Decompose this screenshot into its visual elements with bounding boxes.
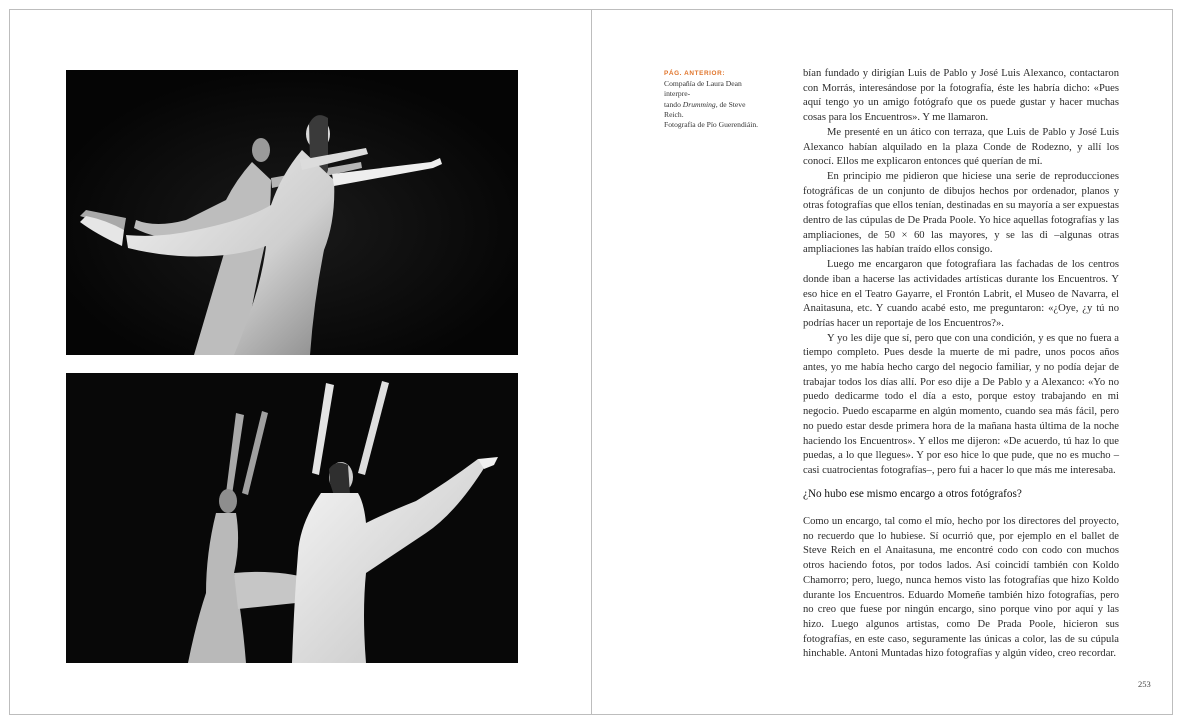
caption-line-1: Compañía de Laura Dean interpre- [664,79,742,99]
question-text: ¿No hubo ese mismo encargo a otros fotógrafos? [803,488,1022,500]
photo-dancers-arabesque [66,70,518,355]
caption-line-2-prefix: tando [664,99,683,109]
photo-caption [664,69,764,130]
answer-text: Como un encargo, tal como el mío, hecho por los directores del proyecto, no recuerdo que lo hubiese. Sí ocurrió que, por ejemplo en el ballet de Steve Reich en el Anaitasuna, me encontré codo con codo con muchos otros haciendo fotos, por todos lados. Así coincidí también con Koldo Chamorro; pero, luego, nunca hemos visto las fotografías que hizo Koldo durante los Encuentros. Eduardo Momeñe también hizo fotografías, pero no creo que fuese por ningún encargo, sino porque vino por aquí y las hizo. Luego algunos artistas, como De Prada Poole, hicieron sus fotografías, en este caso, seguramente las únicas a color, las de su cúpula hinchable. Antoni Muntadas hizo fotografías y algún vídeo, creo recordar. [803,516,1119,660]
body-text [803,67,1119,479]
page-number: 253 [1138,679,1151,689]
caption-line-3: Fotografía de Pío Guerendiáin. [664,120,759,130]
dancers-kick-image [66,373,518,663]
caption-line-2-suffix: , de Steve Reich. [664,99,746,119]
body-paragraph-4: Luego me encargaron que fotografiara las fachadas de los centros donde iban a hacerse las actividades artísticas durante los Encuentros. Y eso hice en el Teatro Gayarre, el Frontón Labrit, el Museo de Navarra, el Anaitasuna, etc. Y cuando acabé esto, me preguntaron: «¿Oye, ¿y tú no podrías hacer un reportaje de los Encuentros?». [803,259,1119,329]
body-paragraph-2: Me presenté en un ático con terraza, que Luis de Pablo y José Luis Alexanco habían alquilado en la plaza Conde de Rodezno, y allí los conocí. Ellos me explicaron entonces qué querían de mí. [803,126,1119,168]
caption-label: PÁG. ANTERIOR: [664,70,726,77]
interview-answer [803,515,1119,662]
body-paragraph-5: Y yo les dije que sí, pero que con una condición, y es que no fuera a tiempo completo. Pues desde la muerte de mi padre, unos pocos años antes, yo me había hecho cargo del negocio familiar, y no podía dejar de trabajar todos los días allí. Por eso dije a De Pablo y a Alexanco: «Yo no puedo dedicarme todo el día a esto, porque estoy trabajando en mi negocio. Puedo escaparme en algún momento, cuando sea más fácil, pero no puedo estar desde primera hora de la mañana hasta última de la noche haciendo los Encuentros». Y ellos me dijeron: «De acuerdo, tú haz lo que puedas, a lo que llegues». Y por eso hice lo que pude, que no es mucho –casi cuatrocientas fotografías–, pero fui a hacer lo que más me interesaba. [803,332,1119,476]
dancers-arabesque-image [66,70,518,355]
interview-question [803,487,1119,501]
photo-dancers-kick [66,373,518,663]
caption-work-title: Drumming [682,99,716,109]
body-paragraph-3: En principio me pidieron que hiciese una serie de reproducciones fotográficas de un conjunto de dibujos hechos por ordenador, planos y otras fotografías que ellos tenían, destinadas en su mayoría a ser expuestas dentro de las cúpulas de De Prada Poole. Yo hice aquellas fotografías y las ampliaciones, de 50 × 60 las mayores, y se las di –algunas otras ampliaciones las habían traído ellos consigo. [803,170,1119,256]
body-paragraph-1: bían fundado y dirigían Luis de Pablo y José Luis Alexanco, contactaron con Morrás, interesándose por la fotografía, éste les habría dicho: «Pues aquí tengo yo un amigo fotógrafo que os puede gustar y hacer muchas cosas para los Encuentros». Y me llamaron. [803,68,1119,124]
page-gutter [591,9,592,715]
